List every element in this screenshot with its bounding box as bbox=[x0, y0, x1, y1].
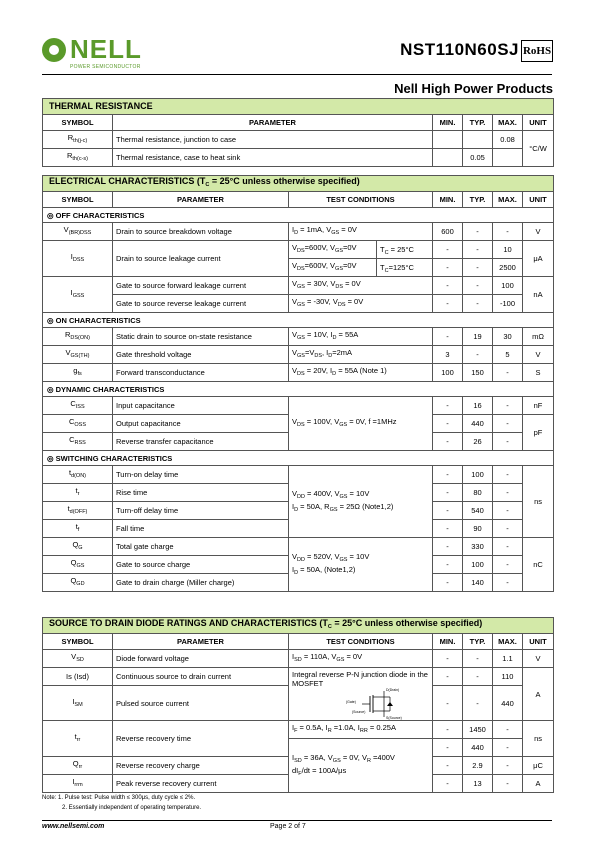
col-typ: TYP. bbox=[463, 115, 493, 131]
svg-text:(Source): (Source) bbox=[352, 710, 366, 714]
diode-table bbox=[42, 617, 554, 793]
notes bbox=[42, 793, 201, 813]
part-number: NST110N60SJ bbox=[400, 40, 519, 59]
table-row: $Q_{GD}$ Gate to drain charge (Miller charge) - 140 - bbox=[43, 574, 554, 592]
table-row: Gate to source reverse leakage current $V_{GS} = -30V$, $V_{DS} = 0V$ - - -100 bbox=[43, 295, 554, 313]
value-typ: 0.05 bbox=[463, 149, 493, 167]
svg-text:S(Source): S(Source) bbox=[386, 716, 402, 720]
table-row: $I_{rrm}$ Peak reverse recovery current - 13 - A bbox=[43, 775, 554, 793]
table-row bbox=[43, 149, 554, 167]
thermal-table bbox=[42, 98, 554, 167]
table-row: $t_{rr}$ Reverse recovery time $I_F = 0.5A$, $I_R =1.0A$, $I_{RR} = 0.25A$ - 1450 - ns bbox=[43, 721, 554, 739]
col-max: MAX. bbox=[493, 115, 523, 131]
note-1: Note: 1. Pulse test: Pulse width ≤ 300μs, duty cycle ≤ 2%. bbox=[42, 795, 196, 801]
table-row: $Q_{rr}$ Reverse recovery charge - 2.9 - μC bbox=[43, 757, 554, 775]
diode-title: SOURCE TO DRAIN DIODE RATINGS AND CHARACTERISTICS ($T_C = 25^\circ C$ unless otherwise specified) bbox=[43, 618, 554, 634]
svg-text:D(Drain): D(Drain) bbox=[386, 688, 400, 692]
logo-tagline: POWER SEMICONDUCTOR bbox=[70, 64, 141, 70]
table-row: $I_{GSS}$ Gate to source forward leakage current $V_{GS} = 30V$, $V_{DS} = 0V$ - - 100 nA bbox=[43, 277, 554, 295]
table-row: $V_{(BR)DSS}$ Drain to source breakdown voltage $I_D = 1mA$, $V_{GS} = 0V$ 600 - - V bbox=[43, 223, 554, 241]
header-divider bbox=[42, 74, 552, 75]
table-row: $I_{SM}$ Pulsed source current - - 440 bbox=[43, 686, 554, 721]
table-row: $I_{DSS}$ Drain to source leakage current $V_{DS}=600V$, $V_{GS}=0V$ $T_C = 25^\circ C$ - - 10 μA bbox=[43, 241, 554, 259]
electrical-table bbox=[42, 175, 554, 592]
table-row: $Q_{GS}$ Gate to source charge - 100 - bbox=[43, 556, 554, 574]
mosfet-symbol-icon bbox=[332, 688, 412, 720]
off-characteristics-heading: ◎ OFF CHARACTERISTICS bbox=[43, 208, 554, 223]
col-unit: UNIT bbox=[523, 115, 554, 131]
table-row: $V_{DS}=600V$, $V_{GS}=0V$ $T_C=125^\circ C$ - - 2500 bbox=[43, 259, 554, 277]
symbol-rthjc: $R_{th(j-c)}$ bbox=[43, 131, 113, 149]
note-2: 2. Essentially independent of operating temperature. bbox=[62, 805, 202, 811]
table-row: $V_{GS(TH)}$ Gate threshold voltage $V_{GS}=V_{DS}$, $I_D=2mA$ 3 - 5 V bbox=[43, 346, 554, 364]
col-conditions: TEST CONDITIONS bbox=[289, 634, 433, 650]
col-unit: UNIT bbox=[523, 634, 554, 650]
svg-text:(Gate): (Gate) bbox=[346, 700, 356, 704]
dynamic-characteristics-heading: ◎ DYNAMIC CHARACTERISTICS bbox=[43, 382, 554, 397]
col-parameter: PARAMETER bbox=[113, 115, 433, 131]
col-symbol: SYMBOL bbox=[43, 192, 113, 208]
symbol-rthcs: $R_{th(c-s)}$ bbox=[43, 149, 113, 167]
table-row bbox=[43, 131, 554, 149]
table-row: $t_{d(OFF)}$ Turn-off delay time - 540 - bbox=[43, 502, 554, 520]
table-row: $Q_G$ Total gate charge $V_{DD} = 520V$, $V_{GS} = 10V$ $I_D = 50A$, (Note1,2) - 330 - nC bbox=[43, 538, 554, 556]
param: Thermal resistance, junction to case bbox=[113, 131, 433, 149]
footer-page-number: Page 2 of 7 bbox=[270, 823, 306, 830]
table-row: $V_{SD}$ Diode forward voltage $I_{SD} = 110A$, $V_{GS} = 0V$ - - 1.1 V bbox=[43, 650, 554, 668]
electrical-title: ELECTRICAL CHARACTERISTICS ($T_C = 25^\circ C$ unless otherwise specified) bbox=[43, 176, 554, 192]
table-row: $C_{ISS}$ Input capacitance $V_{DS} = 100V$, $V_{GS} = 0V$, f =1MHz - 16 - nF bbox=[43, 397, 554, 415]
col-symbol: SYMBOL bbox=[43, 634, 113, 650]
col-min: MIN. bbox=[433, 634, 463, 650]
footer-divider bbox=[42, 820, 552, 821]
on-characteristics-heading: ◎ ON CHARACTERISTICS bbox=[43, 313, 554, 328]
col-symbol: SYMBOL bbox=[43, 115, 113, 131]
thermal-title: THERMAL RESISTANCE bbox=[43, 99, 554, 115]
logo-mark-icon bbox=[42, 38, 66, 62]
col-unit: UNIT bbox=[523, 192, 554, 208]
value-max: 0.08 bbox=[493, 131, 523, 149]
nell-logo bbox=[42, 34, 152, 74]
table-row: $C_{OSS}$ Output capacitance - 440 - pF bbox=[43, 415, 554, 433]
table-row: $g_{fs}$ Forward transconductance $V_{DS} = 20V$, $I_D = 55A$ (Note 1) 100 150 - S bbox=[43, 364, 554, 382]
col-parameter: PARAMETER bbox=[113, 634, 289, 650]
integral-diode-text: Integral reverse P-N junction diode in the MOSFET bbox=[292, 670, 428, 688]
table-row: Is (Isd) Continuous source to drain current Integral reverse P-N junction diode in the MOSFET D(Drain) (Gate) (Source) S(Source) - - 110 A bbox=[43, 668, 554, 686]
unit: °C/W bbox=[523, 131, 554, 167]
col-max: MAX. bbox=[493, 192, 523, 208]
table-row: $I_{SD} = 36A$, $V_{GS} = 0V$, $V_R =400V$ $dI_F/dt = 100A/\mu s$ - 440 - bbox=[43, 739, 554, 757]
rohs-badge: RoHS bbox=[521, 40, 553, 62]
table-row: $C_{RSS}$ Reverse transfer capacitance - 26 - bbox=[43, 433, 554, 451]
table-row: $t_f$ Fall time - 90 - bbox=[43, 520, 554, 538]
logo-word: NELL bbox=[70, 34, 142, 64]
col-min: MIN. bbox=[433, 115, 463, 131]
col-parameter: PARAMETER bbox=[113, 192, 289, 208]
switching-characteristics-heading: ◎ SWITCHING CHARACTERISTICS bbox=[43, 451, 554, 466]
company-title: Nell High Power Products bbox=[394, 81, 553, 96]
param: Thermal resistance, case to heat sink bbox=[113, 149, 433, 167]
table-row: $t_{d(ON)}$ Turn-on delay time $V_{DD} = 400V$, $V_{GS} = 10V$ $I_D = 50A$, $R_{GS} = 25\Omega$ (Note1,2) - 100 - ns bbox=[43, 466, 554, 484]
col-conditions: TEST CONDITIONS bbox=[289, 192, 433, 208]
table-row: $t_r$ Rise time - 80 - bbox=[43, 484, 554, 502]
col-typ: TYP. bbox=[463, 634, 493, 650]
col-typ: TYP. bbox=[463, 192, 493, 208]
col-min: MIN. bbox=[433, 192, 463, 208]
table-row: $R_{DS(ON)}$ Static drain to source on-state resistance $V_{GS} = 10V$, $I_D = 55A$ - 19 30 mΩ bbox=[43, 328, 554, 346]
footer-url[interactable]: www.nellsemi.com bbox=[42, 823, 105, 830]
col-max: MAX. bbox=[493, 634, 523, 650]
